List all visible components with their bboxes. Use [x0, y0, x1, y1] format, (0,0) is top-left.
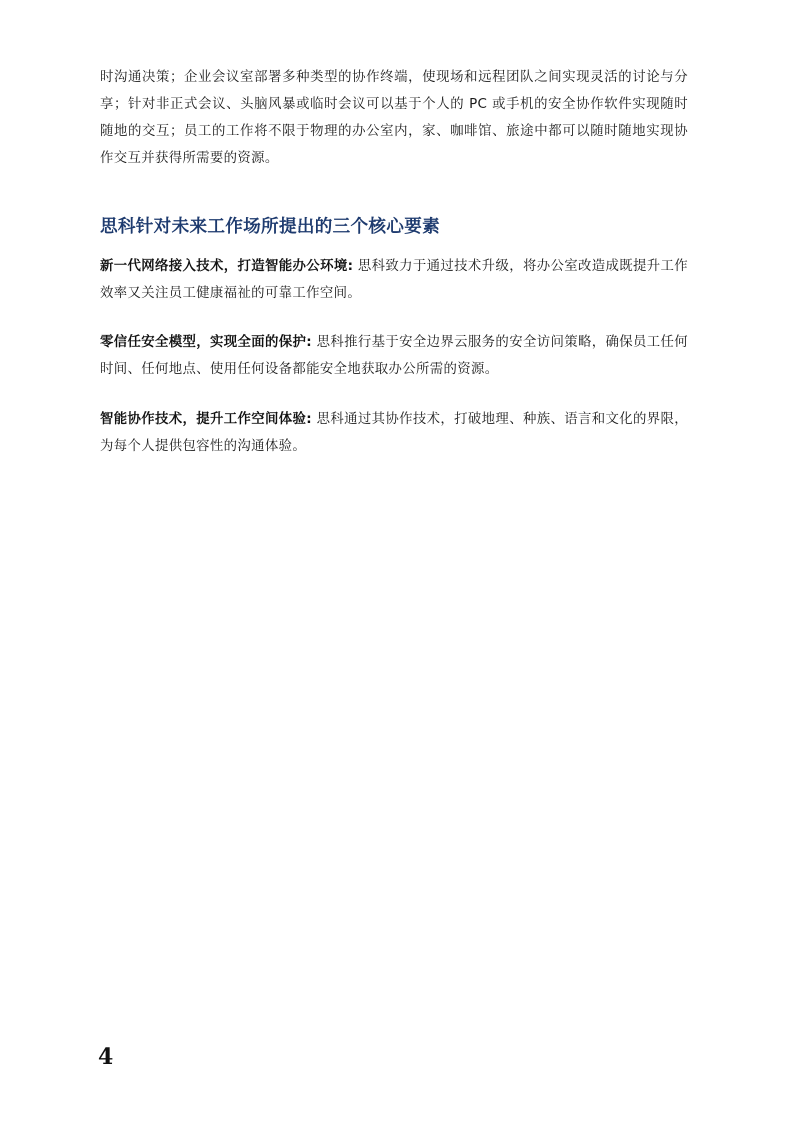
- element-lead-zero-trust: 零信任安全模型，实现全面的保护:: [100, 335, 313, 350]
- element-text-zero-trust: 思科推行基于安全边界云服务的安全访问策略，确保员工任何时间、任何地点、使用任何设备都能安全地获取办公所需的资源。: [100, 335, 688, 377]
- page-number: 4: [98, 1044, 114, 1070]
- element-paragraph-network: [100, 253, 688, 307]
- element-paragraph-zero-trust: [100, 329, 688, 383]
- section-heading: 思科针对未来工作场所提出的三个核心要素: [100, 217, 440, 237]
- element-text-collaboration: 思科通过其协作技术，打破地理、种族、语言和文化的界限，为每个人提供包容性的沟通体验。: [100, 412, 688, 454]
- element-lead-collaboration: 智能协作技术，提升工作空间体验:: [100, 412, 313, 427]
- element-paragraph-collaboration: [100, 406, 688, 460]
- intro-paragraph: 时沟通决策；企业会议室部署多种类型的协作终端，使现场和远程团队之间实现灵活的讨论与分享；针对非正式会议、头脑风暴或临时会议可以基于个人的 PC 或手机的安全协作软件实现随时随地的交互；员工的工作将不限于物理的办公室内，家、咖啡馆、旅途中都可以随时随地实现协作交互并获得所需要的资源。: [100, 70, 688, 166]
- element-lead-network: 新一代网络接入技术，打造智能办公环境:: [100, 259, 354, 274]
- element-text-network: 思科致力于通过技术升级，将办公室改造成既提升工作效率又关注员工健康福祉的可靠工作空间。: [100, 259, 688, 301]
